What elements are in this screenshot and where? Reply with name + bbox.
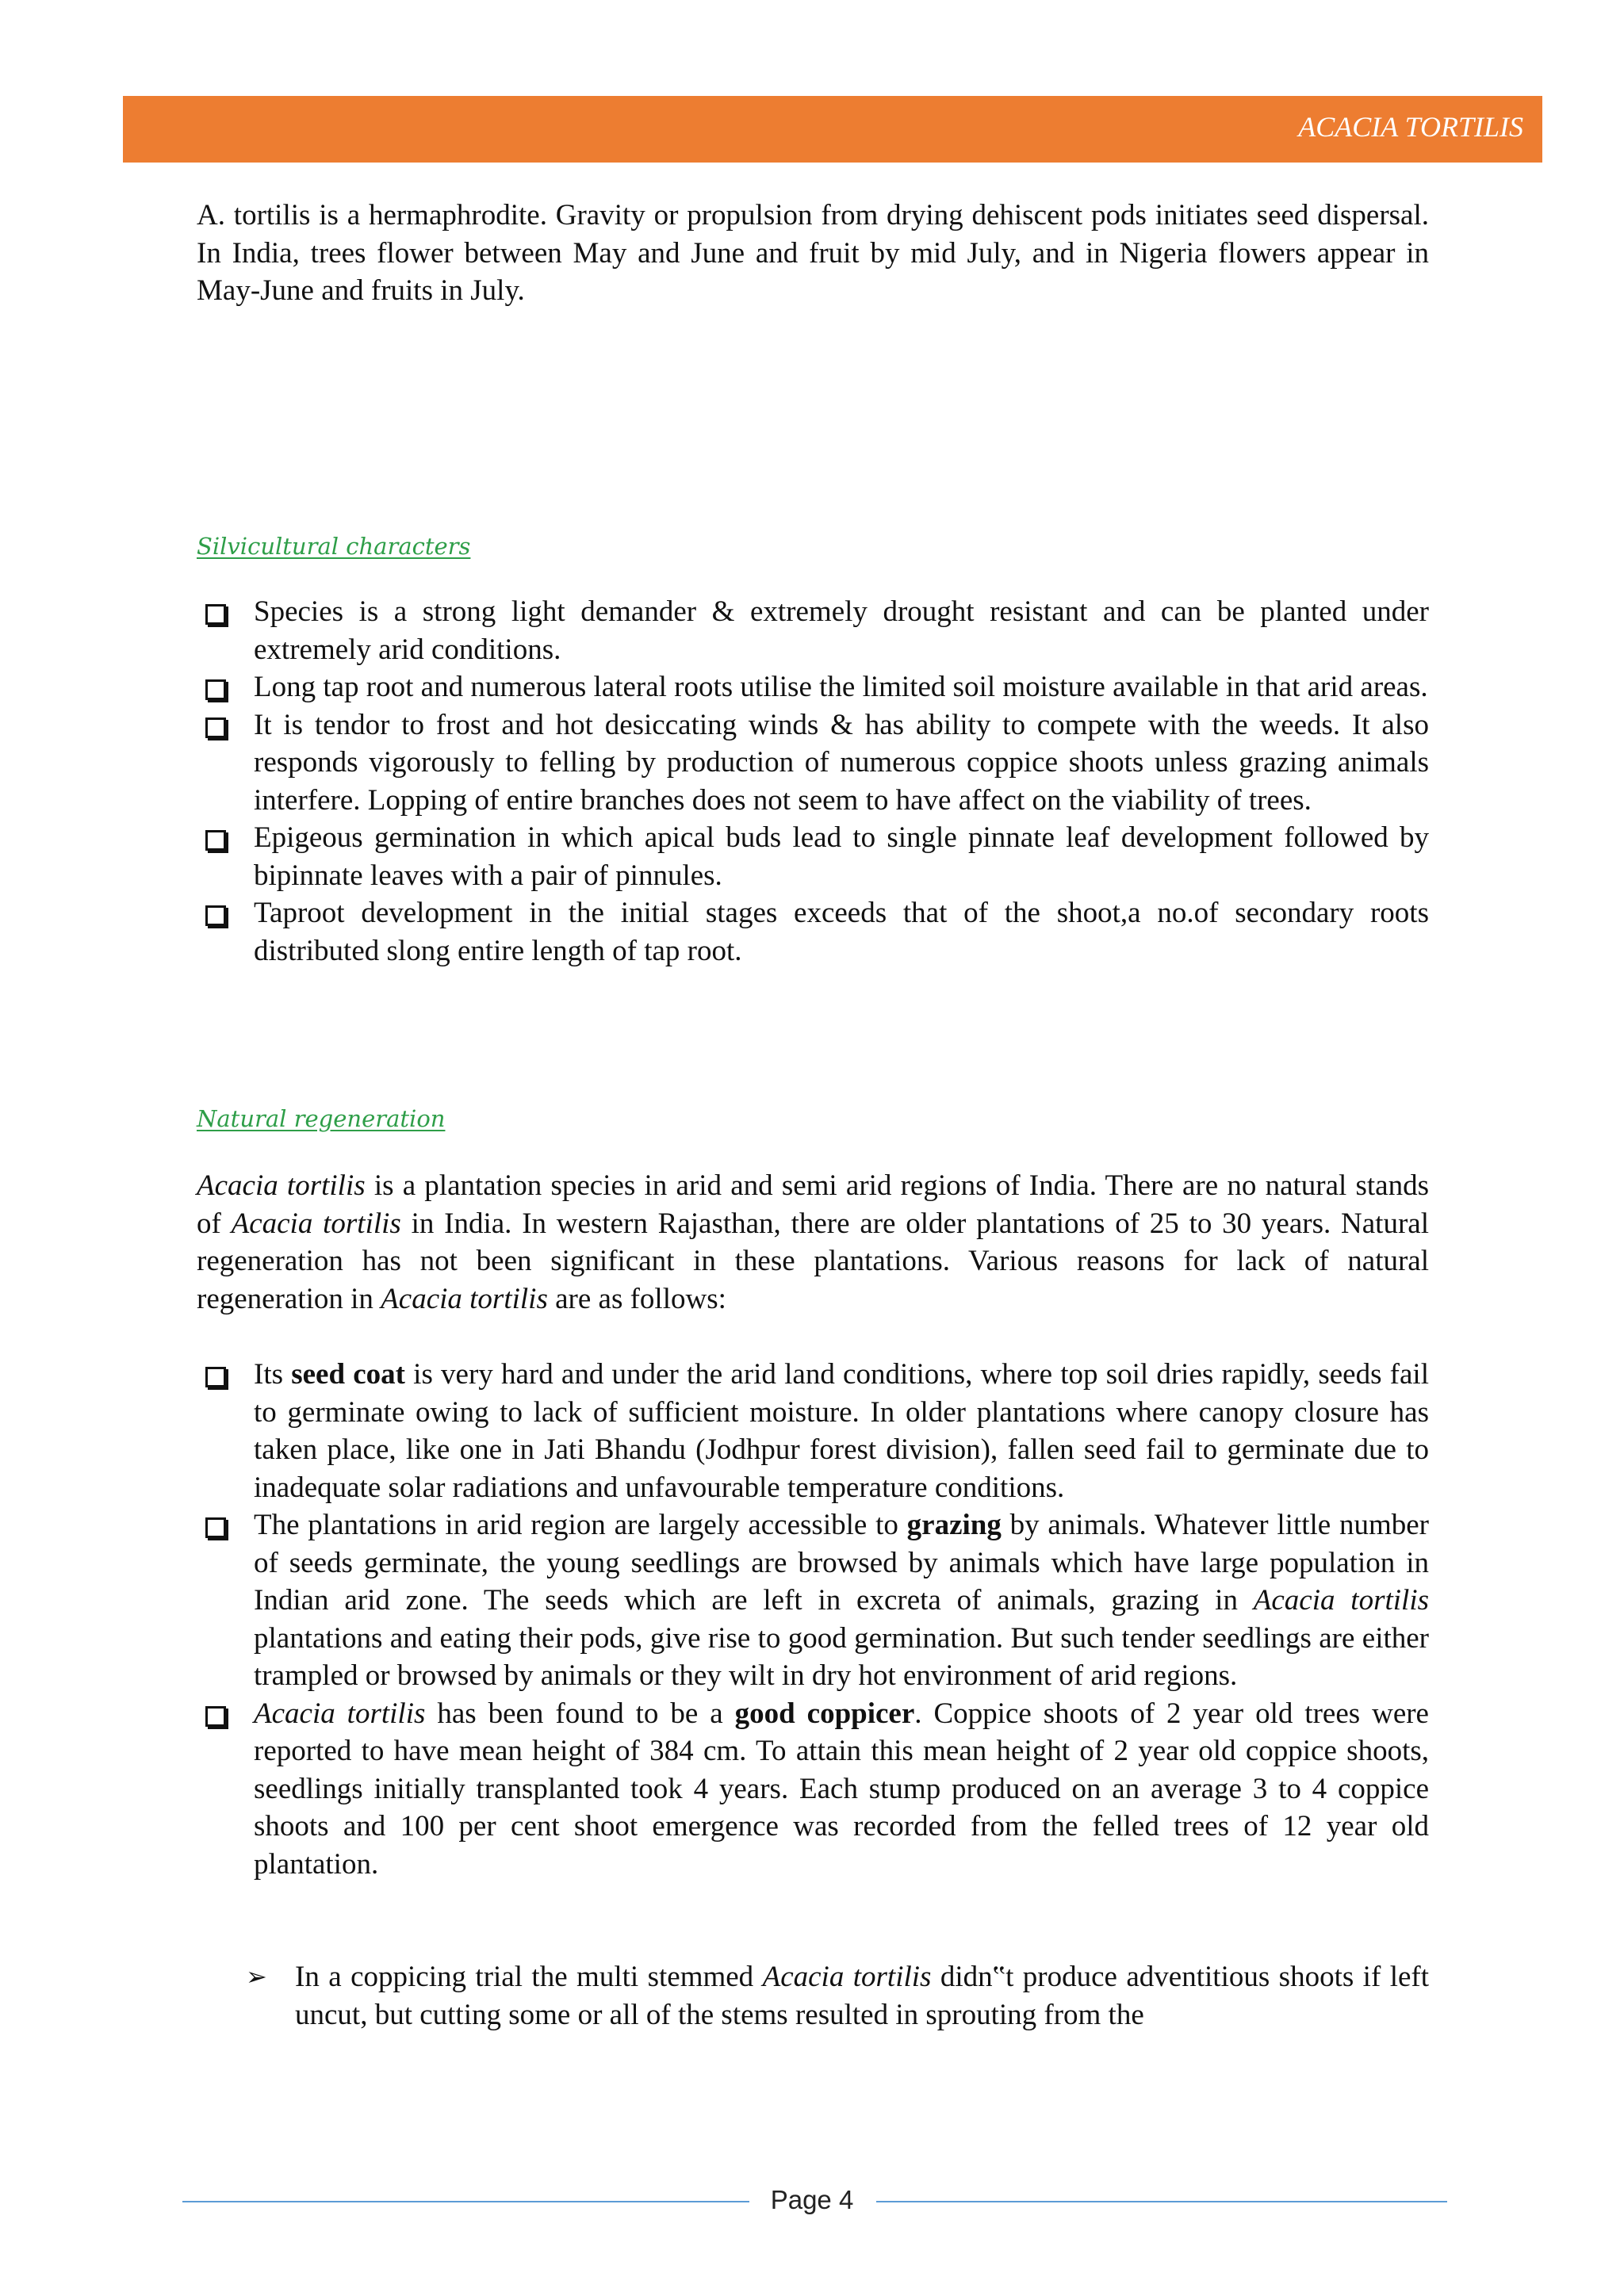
list-item: Acacia tortilis has been found to be a good coppicer. Coppice shoots of 2 year old trees were reported to have mean height of 384 cm. To attain this mean height of 2 year old coppice shoots, seedlings initially transplanted took 4 years. Each stump produced on an average 3 to 4 coppice shoots and 100 per cent shoot emergence was recorded from the felled trees of 12 year old plantation. xyxy=(202,1695,1429,1884)
emphasis: seed coat xyxy=(291,1358,405,1391)
species-name: Acacia tortilis xyxy=(1253,1584,1429,1617)
checkbox-bullet-icon xyxy=(205,905,226,926)
checkbox-bullet-icon xyxy=(205,1706,226,1727)
emphasis: grazing xyxy=(906,1509,1002,1541)
natural-regeneration-sublist xyxy=(246,1958,1429,2034)
species-name: Acacia tortilis xyxy=(381,1282,548,1315)
list-item: ➢ In a coppicing trial the multi stemmed Acacia tortilis didn‟t produce adventitious shoots if left uncut, but cutting some or all of the stems resulted in sprouting from the xyxy=(246,1958,1429,2034)
list-item: Taproot development in the initial stages exceeds that of the shoot,a no.of secondary roots distributed slong entire length of tap root. xyxy=(202,894,1429,970)
list-item: Species is a strong light demander & extremely drought resistant and can be planted under extremely arid conditions. xyxy=(202,593,1429,668)
silvicultural-list xyxy=(202,593,1429,970)
list-item: Its seed coat is very hard and under the arid land conditions, where top soil dries rapidly, seeds fail to germinate owing to lack of sufficient moisture. In older plantations where canopy closure has taken place, like one in Jati Bhandu (Jodhpur forest division), fallen seed fail to germinate due to inadequate solar radiations and unfavourable temperature conditions. xyxy=(202,1356,1429,1506)
running-header-title: ACACIA TORTILIS xyxy=(1298,111,1523,143)
emphasis: good coppicer xyxy=(734,1697,915,1730)
heading-natural-regeneration: Natural regeneration xyxy=(197,1105,446,1132)
arrow-bullet-icon: ➢ xyxy=(246,1961,267,1992)
species-name: Acacia tortilis xyxy=(762,1961,932,1993)
page-number: Page 4 xyxy=(770,2185,854,2214)
species-name: Acacia tortilis xyxy=(197,1169,366,1202)
checkbox-bullet-icon xyxy=(205,1367,226,1387)
list-item: Epigeous germination in which apical buds lead to single pinnate leaf development followed by bipinnate leaves with a pair of pinnules. xyxy=(202,819,1429,894)
natural-regeneration-list xyxy=(202,1356,1429,1883)
species-name: Acacia tortilis xyxy=(254,1697,426,1730)
species-name: Acacia tortilis xyxy=(231,1207,401,1240)
footer-rule-right xyxy=(876,2201,1447,2202)
heading-silvicultural: Silvicultural characters xyxy=(197,533,471,560)
checkbox-bullet-icon xyxy=(205,718,226,738)
list-item: It is tendor to frost and hot desiccating winds & has ability to compete with the weeds. It also responds vigorously to felling by production of numerous coppice shoots unless grazing animals interfere. Lopping of entire branches does not seem to have affect on the viability of trees. xyxy=(202,706,1429,820)
list-item: Long tap root and numerous lateral roots utilise the limited soil moisture available in that arid areas. xyxy=(202,668,1429,706)
intro-paragraph: A. tortilis is a hermaphrodite. Gravity or propulsion from drying dehiscent pods initiates seed dispersal. In India, trees flower between May and June and fruit by mid July, and in Nigeria flowers appear in May-June and fruits in July. xyxy=(197,199,1429,307)
list-item: The plantations in arid region are largely accessible to grazing by animals. Whatever little number of seeds germinate, the young seedlings are browsed by animals which have large population in Indian arid zone. The seeds which are left in excreta of animals, grazing in Acacia tortilis plantations and eating their pods, give rise to good germination. But such tender seedlings are either trampled or browsed by animals or they wilt in dry hot environment of arid regions. xyxy=(202,1506,1429,1695)
header-band xyxy=(123,96,1542,163)
checkbox-bullet-icon xyxy=(205,1517,226,1538)
checkbox-bullet-icon xyxy=(205,830,226,851)
checkbox-bullet-icon xyxy=(205,679,226,700)
natural-regeneration-paragraph: Acacia tortilis is a plantation species in arid and semi arid regions of India. There are no natural stands of Acacia tortilis in India. In western Rajasthan, there are older plantations of 25 to 30 years. Natural regeneration has not been significant in these plantations. Various reasons for lack of natural regeneration in Acacia tortilis are as follows: xyxy=(197,1169,1429,1315)
footer-rule-left xyxy=(182,2201,749,2202)
checkbox-bullet-icon xyxy=(205,604,226,625)
